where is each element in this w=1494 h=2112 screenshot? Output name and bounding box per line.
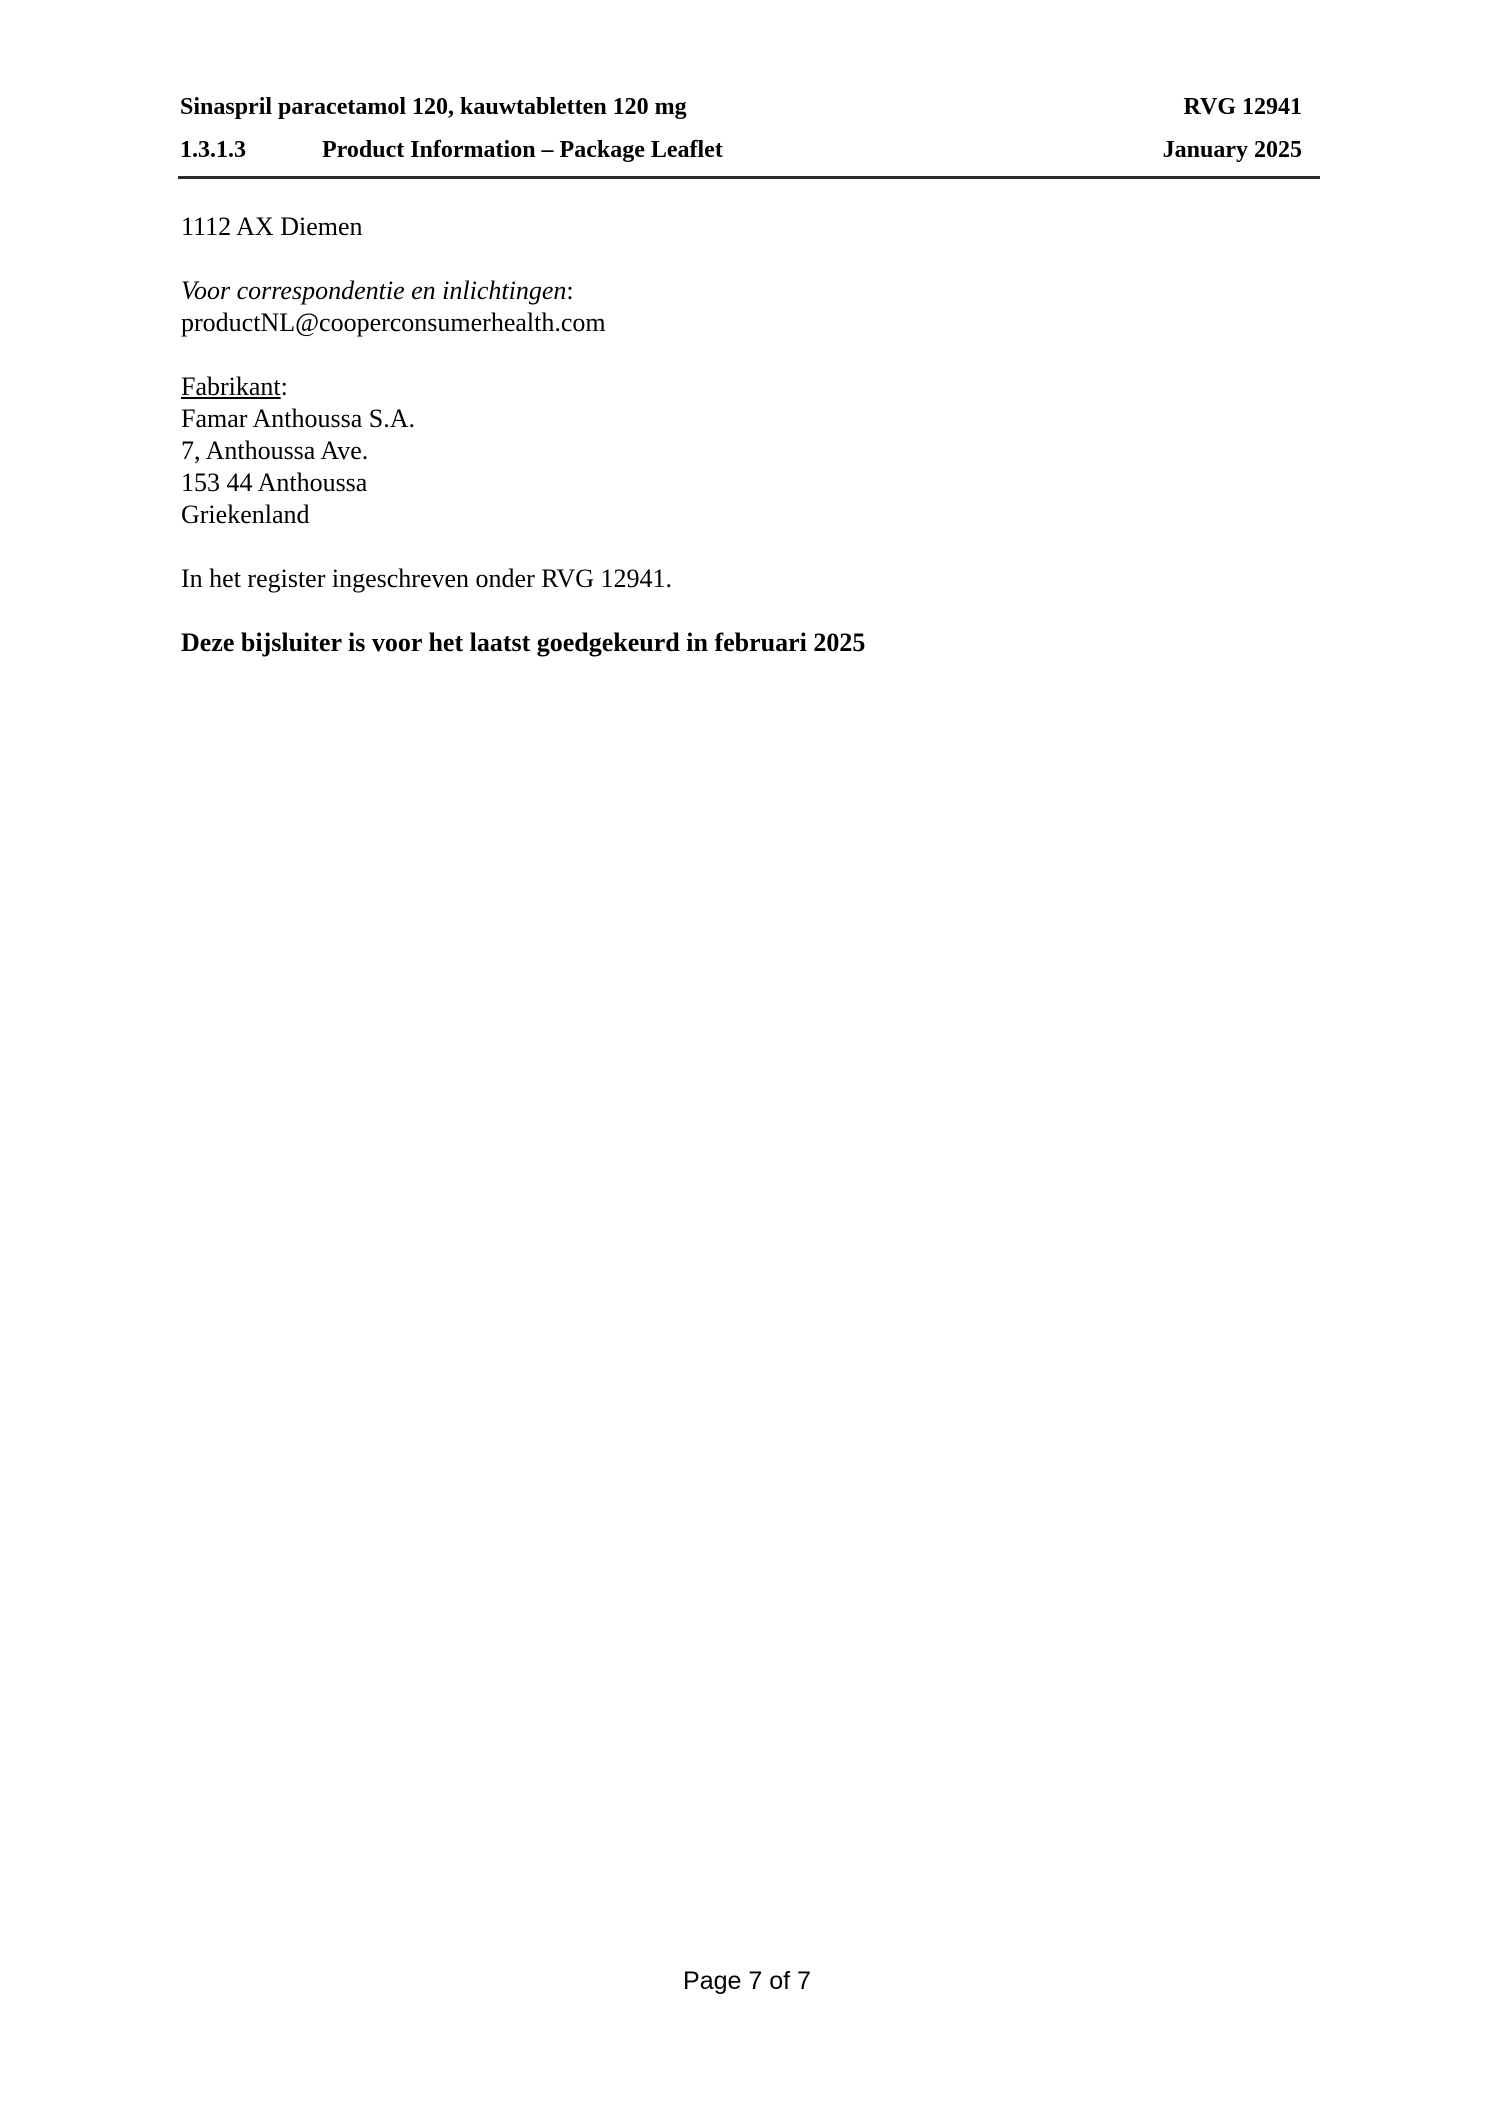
correspondence-line bbox=[181, 276, 574, 305]
header-row-product bbox=[180, 93, 1302, 121]
manufacturer-heading: Fabrikant bbox=[181, 372, 281, 401]
register-statement: In het register ingeschreven onder RVG 12941. bbox=[181, 564, 673, 593]
manufacturer-address-line2: 153 44 Anthoussa bbox=[181, 468, 368, 497]
page-header bbox=[180, 93, 1302, 164]
manufacturer-country: Griekenland bbox=[181, 500, 310, 529]
section-title: Product Information – Package Leaflet bbox=[322, 137, 723, 163]
manufacturer-heading-line bbox=[181, 372, 288, 401]
product-title: Sinaspril paracetamol 120, kauwtabletten 120 mg bbox=[180, 94, 687, 120]
document-body bbox=[181, 211, 1321, 691]
correspondence-email: productNL@cooperconsumerhealth.com bbox=[181, 308, 606, 337]
register-block bbox=[181, 563, 1321, 595]
header-date: January 2025 bbox=[1162, 137, 1302, 163]
address-block bbox=[181, 211, 1321, 243]
section-number: 1.3.1.3 bbox=[180, 137, 246, 163]
page-footer bbox=[0, 1966, 1494, 1996]
header-divider bbox=[178, 176, 1320, 179]
manufacturer-name: Famar Anthoussa S.A. bbox=[181, 404, 415, 433]
manufacturer-address-line1: 7, Anthoussa Ave. bbox=[181, 436, 369, 465]
manufacturer-block bbox=[181, 371, 1321, 531]
approval-statement: Deze bijsluiter is voor het laatst goedgekeurd in februari 2025 bbox=[181, 628, 866, 657]
header-row-section bbox=[180, 136, 1302, 164]
address-city-line: 1112 AX Diemen bbox=[181, 212, 363, 241]
approval-block bbox=[181, 627, 1321, 659]
manufacturer-heading-colon: : bbox=[280, 372, 288, 401]
reference-number: RVG 12941 bbox=[1183, 94, 1302, 120]
correspondence-colon: : bbox=[566, 276, 574, 305]
correspondence-block bbox=[181, 275, 1321, 339]
page-indicator: Page 7 of 7 bbox=[683, 1967, 811, 1995]
correspondence-label: Voor correspondentie en inlichtingen bbox=[181, 276, 567, 305]
